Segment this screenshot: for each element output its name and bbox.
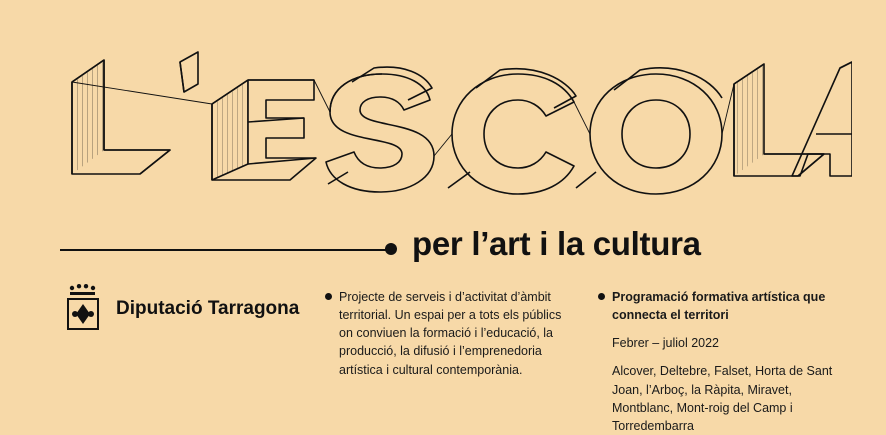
programacio-dates: Febrer – juliol 2022 — [612, 336, 720, 351]
column-programacio — [598, 288, 850, 435]
diputacio-tarragona-crest-icon — [62, 283, 106, 335]
diputacio-logo — [62, 283, 299, 335]
diputacio-logo-text: Diputació Tarragona — [116, 298, 300, 319]
column-descripcio — [325, 288, 575, 379]
bullet-dot-icon — [598, 293, 605, 300]
programacio-heading: Programació formativa artística que connecta el territori — [612, 290, 826, 323]
tagline-rule — [60, 249, 390, 251]
tagline-dot-icon — [385, 243, 397, 255]
wordmark-lescola — [52, 22, 852, 222]
programacio-locations: Alcover, Deltebre, Falset, Horta de Sant Joan, l’Arboç, la Ràpita, Miravet, Montblanc, Mont-roig del Camp i Torredembarra — [612, 364, 833, 433]
tagline-text: per l’art i la cultura — [412, 225, 701, 262]
bullet-dot-icon — [325, 293, 332, 300]
tagline-row — [60, 225, 850, 275]
descripcio-paragraph: Projecte de serveis i d’activitat d’àmbit territorial. Un espai per a tots els públics on conviuen la formació i l’educació, la producció, la difusió i l’emprenedoria artística i cultural contemporània. — [339, 290, 562, 377]
